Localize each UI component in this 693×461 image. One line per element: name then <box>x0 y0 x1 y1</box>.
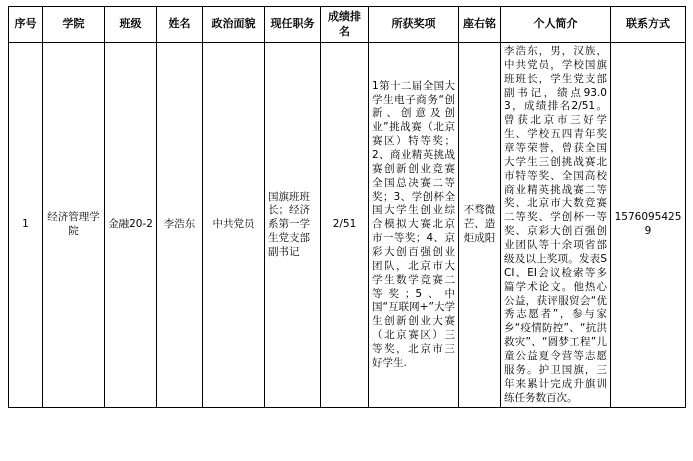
cell-class: 金融20-2 <box>105 43 157 408</box>
column-header-no: 序号 <box>9 7 43 43</box>
column-header-political-status: 政治面貌 <box>203 7 265 43</box>
column-header-bio: 个人简介 <box>501 7 611 43</box>
column-header-rank: 成绩排名 <box>321 7 369 43</box>
column-header-contact: 联系方式 <box>611 7 686 43</box>
column-header-motto: 座右铭 <box>459 7 501 43</box>
cell-college: 经济管理学院 <box>43 43 105 408</box>
column-header-name: 姓名 <box>157 7 203 43</box>
cell-name: 李浩东 <box>157 43 203 408</box>
cell-no: 1 <box>9 43 43 408</box>
column-header-college: 学院 <box>43 7 105 43</box>
table-header-row <box>9 7 686 43</box>
table-body <box>9 43 686 408</box>
cell-contact: 15760954259 <box>611 43 686 408</box>
cell-bio: 李浩东，男，汉族，中共党员，学校国旗班班长，学生党支部副书记，绩点93.03，成绩排名2/51。曾获北京市三好学生、学校五四青年奖章等荣誉，曾获全国大学生三创挑战赛北市特等奖、全国高校商业精英挑战赛二等奖、北京市大数竞赛二等奖、学创杯一等奖、京彩大创百强创业团队等十余项省部级及以上奖项。发表SCI、EI会议检索等多篇学术论文。他热心公益，获评服贸会“优秀志愿者”，参与家乡“疫情防控”、“抗洪救灾”、“圆梦工程”儿童公益夏令营等志愿服务。护卫国旗，三年来累计完成升旗训练任务数百次。 <box>501 43 611 408</box>
cell-motto: 不骛微芒、造炬成阳 <box>459 43 501 408</box>
table-header <box>9 7 686 43</box>
cell-awards: 1第十二届全国大学生电子商务“创新、创意及创业”挑战赛（北京赛区）特等奖；2、商业精英挑战赛创新创业竞赛全国总决赛二等奖；3、学创杯全国大学生创业综合模拟大赛北京市一等奖；4、京彩大创百强创业团队，北京市大学生数学竞赛二等奖；5、中国“互联网+”大学生创新创业大赛（北京赛区）三等奖，北京市三好学生. <box>369 43 459 408</box>
cell-current-post: 国旗班班长；经济系第一学生党支部副书记 <box>265 43 321 408</box>
column-header-class: 班级 <box>105 7 157 43</box>
cell-political-status: 中共党员 <box>203 43 265 408</box>
cell-rank: 2/51 <box>321 43 369 408</box>
column-header-awards: 所获奖项 <box>369 7 459 43</box>
student-roster-table <box>8 6 686 408</box>
table-row <box>9 43 686 408</box>
column-header-current-post: 现任职务 <box>265 7 321 43</box>
